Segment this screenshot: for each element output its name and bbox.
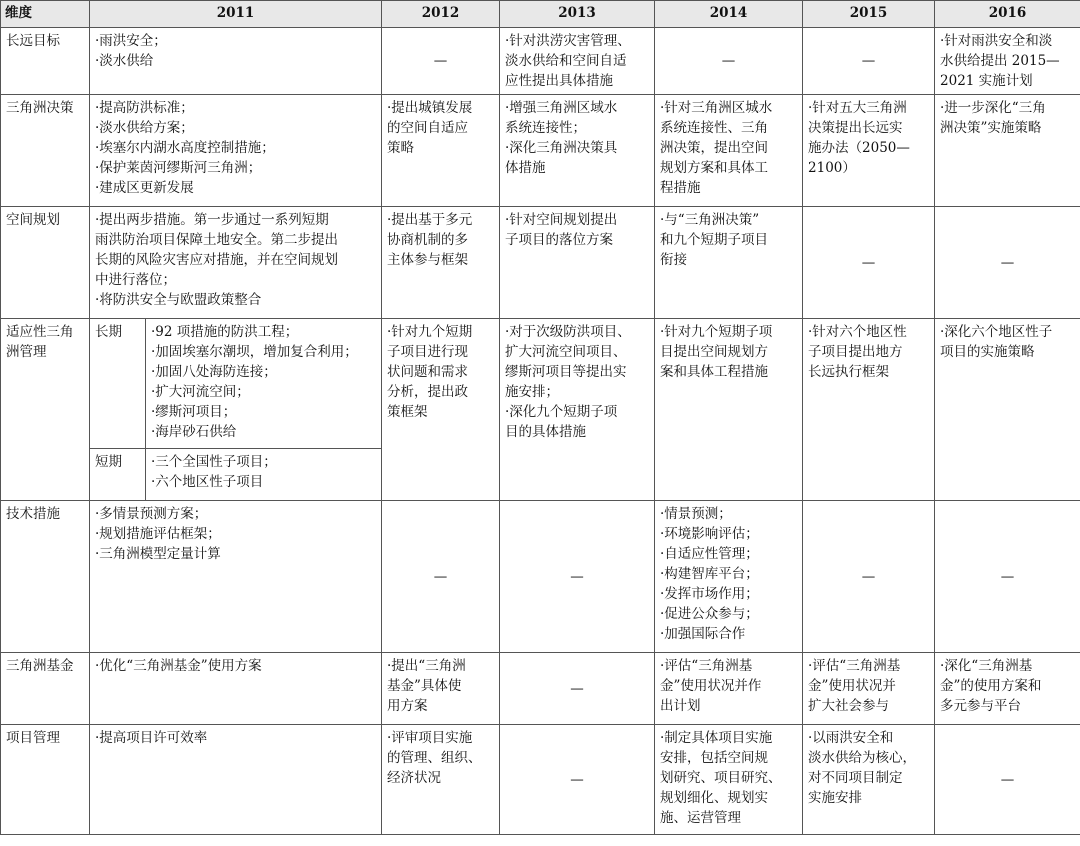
cell-text-line: 施、运营管理 [660,810,742,826]
cell-text-line: 应性提出具体措施 [505,73,614,89]
cell-text-line: ·深化九个短期子项 [505,404,618,420]
cell-2016 [935,28,1080,95]
row-label: 项目管理 [1,725,90,835]
cell-2011 [90,207,382,319]
cell-text-line: ·缪斯河项目； [151,404,237,420]
cell-text-line: 经济状况 [387,770,442,786]
cell-text-line: ·多情景预测方案； [95,506,208,522]
cell-text-line: 目的具体措施 [505,424,587,440]
cell-text-line: 安排，包括空间规 [660,750,769,766]
cell-text-line: ·针对九个短期子项 [660,324,773,340]
cell-text-line: ·将防洪安全与欧盟政策整合 [95,292,262,308]
cell-2015-empty: — [803,207,935,319]
cell-2013 [500,95,655,207]
cell-text-line: ·构建智库平台； [660,566,759,582]
cell-text-line: 2021 实施计划 [940,73,1033,89]
cell-text-line: ·雨洪安全； [95,33,167,49]
cell-2013 [500,207,655,319]
cell-text-line: ·深化三角洲决策具 [505,140,618,156]
header-year-2013: 2013 [500,1,655,28]
cell-text-line: 项目的实施策略 [940,344,1035,360]
row-project-management [1,725,1080,835]
cell-text-line: ·针对六个地区性 [808,324,907,340]
cell-text-line: ·海岸砂石供给 [151,424,237,440]
cell-text-line: 子项目的落位方案 [505,232,614,248]
cell-2015 [803,653,935,725]
cell-text-line: 策略 [387,140,415,156]
cell-text-line: ·淡水供给 [95,53,154,69]
cell-text-line: 适应性三角 [6,324,74,340]
cell-text-line: ·深化“三角洲基 [940,658,1033,674]
cell-text-line: ·埃塞尔内湖水高度控制措施； [95,140,275,156]
cell-text-line: 程措施 [660,180,701,196]
header-year-2012: 2012 [382,1,500,28]
sub-label-short-term: 短期 [90,449,146,501]
cell-2013-empty: — [500,725,655,835]
cell-text-line: ·提出城镇发展 [387,100,473,116]
cell-2013 [500,319,655,501]
cell-text-line: ·加固八处海防连接； [151,364,277,380]
cell-text-line: 洲决策，提出空间 [660,140,769,156]
cell-2016-empty: — [935,207,1080,319]
cell-2014 [655,501,803,653]
cell-text-line: ·提出“三角洲 [387,658,466,674]
row-technical-measures [1,501,1080,653]
cell-text-line: 施办法（2050— [808,140,910,156]
header-row [1,1,1080,28]
cell-text-line: 水供给提出 2015— [940,53,1060,69]
row-label: 技术措施 [1,501,90,653]
cell-2012-empty: — [382,501,500,653]
cell-text-line: 扩大河流空间项目、 [505,344,627,360]
cell-text-line: ·针对雨洪安全和淡 [940,33,1053,49]
cell-text-line: ·增强三角洲区域水 [505,100,618,116]
cell-2011 [90,725,382,835]
cell-text-line: 长期的风险灾害应对措施，并在空间规划 [95,252,338,268]
cell-2011-long-term [146,319,382,449]
cell-text-line: 系统连接性； [505,120,587,136]
row-adaptive-management-long [1,319,1080,449]
cell-text-line: ·评审项目实施 [387,730,473,746]
cell-text-line: 衔接 [660,252,688,268]
cell-text-line: ·以雨洪安全和 [808,730,894,746]
cell-text-line: ·提出两步措施。第一步通过一系列短期 [95,212,329,228]
cell-text-line: ·提出基于多元 [387,212,473,228]
cell-text-line: 分析，提出政 [387,384,469,400]
cell-text-line: 协商机制的多 [387,232,469,248]
sub-label-long-term: 长期 [90,319,146,449]
cell-text-line: 策框架 [387,404,428,420]
cell-2012-empty: — [382,28,500,95]
cell-2011 [90,501,382,653]
cell-text-line: 出计划 [660,698,701,714]
cell-text-line: ·评估“三角洲基 [660,658,753,674]
cell-2013 [500,28,655,95]
cell-text-line: ·提高项目许可效率 [95,730,208,746]
cell-text-line: 中进行落位； [95,272,176,288]
cell-text-line: 淡水供给和空间自适 [505,53,627,69]
row-longterm-goal [1,28,1080,95]
cell-text-line: ·92 项措施的防洪工程； [151,324,299,340]
cell-text-line: 缪斯河项目等提出实 [505,364,627,380]
cell-2014 [655,725,803,835]
cell-text-line: 长远执行框架 [808,364,890,380]
cell-text-line: 金”使用状况并 [808,678,896,694]
cell-2011 [90,653,382,725]
cell-2012 [382,725,500,835]
cell-text-line: ·针对洪涝灾害管理、 [505,33,631,49]
row-spatial-planning [1,207,1080,319]
cell-text-line: 规划方案和具体工 [660,160,769,176]
cell-2016 [935,319,1080,501]
cell-text-line: 决策提出长远实 [808,120,903,136]
cell-text-line: ·环境影响评估； [660,526,759,542]
cell-text-line: ·建成区更新发展 [95,180,194,196]
row-delta-fund [1,653,1080,725]
cell-2016 [935,95,1080,207]
cell-text-line: 施安排； [505,384,560,400]
cell-text-line: 的空间自适应 [387,120,469,136]
cell-text-line: ·针对五大三角洲 [808,100,907,116]
cell-2013-empty: — [500,501,655,653]
cell-text-line: ·规划措施评估框架； [95,526,221,542]
cell-text-line: ·三角洲模型定量计算 [95,546,221,562]
cell-text-line: 实施安排 [808,790,863,806]
cell-2012 [382,207,500,319]
cell-2014-empty: — [655,28,803,95]
cell-2014 [655,207,803,319]
header-dimension: 维度 [1,1,90,28]
cell-text-line: 洲决策”实施策略 [940,120,1042,136]
cell-text-line: 和九个短期子项目 [660,232,769,248]
row-label: 空间规划 [1,207,90,319]
cell-text-line: 雨洪防治项目保障土地安全。第二步提出 [95,232,338,248]
cell-2012 [382,95,500,207]
cell-text-line: ·进一步深化“三角 [940,100,1046,116]
cell-2015 [803,319,935,501]
cell-text-line: ·深化六个地区性子 [940,324,1053,340]
cell-2016-empty: — [935,501,1080,653]
row-label [1,319,90,501]
cell-text-line: ·制定具体项目实施 [660,730,773,746]
cell-text-line: 目提出空间规划方 [660,344,769,360]
cell-text-line: ·淡水供给方案； [95,120,194,136]
cell-text-line: 体措施 [505,160,546,176]
cell-text-line: ·与“三角洲决策” [660,212,760,228]
cell-text-line: 洲管理 [6,344,47,360]
cell-text-line: 规划细化、规划实 [660,790,769,806]
row-label: 三角洲决策 [1,95,90,207]
cell-text-line: 子项目进行现 [387,344,469,360]
cell-text-line: ·扩大河流空间； [151,384,250,400]
cell-text-line: ·对于次级防洪项目、 [505,324,631,340]
cell-2011-short-term [146,449,382,501]
cell-2014 [655,319,803,501]
cell-text-line: 金”的使用方案和 [940,678,1042,694]
header-year-2016: 2016 [935,1,1080,28]
cell-text-line: ·加强国际合作 [660,626,746,642]
cell-2015-empty: — [803,501,935,653]
cell-text-line: 扩大社会参与 [808,698,890,714]
cell-text-line: 用方案 [387,698,428,714]
cell-text-line: ·针对三角洲区城水 [660,100,773,116]
cell-text-line: ·自适应性管理； [660,546,759,562]
cell-text-line: ·促进公众参与； [660,606,759,622]
cell-text-line: ·优化“三角洲基金”使用方案 [95,658,262,674]
cell-text-line: ·情景预测； [660,506,732,522]
cell-2015-empty: — [803,28,935,95]
cell-2015 [803,95,935,207]
cell-text-line: 状问题和需求 [387,364,469,380]
cell-text-line: 基金”具体使 [387,678,462,694]
row-label: 三角洲基金 [1,653,90,725]
cell-2014 [655,95,803,207]
cell-text-line: ·发挥市场作用； [660,586,759,602]
cell-2014 [655,653,803,725]
cell-text-line: ·提高防洪标准； [95,100,194,116]
cell-text-line: ·三个全国性子项目； [151,454,277,470]
cell-2016-empty: — [935,725,1080,835]
row-label: 长远目标 [1,28,90,95]
cell-text-line: 淡水供给为核心， [808,750,917,766]
cell-text-line: 多元参与平台 [940,698,1022,714]
header-year-2015: 2015 [803,1,935,28]
cell-2012 [382,653,500,725]
cell-text-line: 对不同项目制定 [808,770,903,786]
cell-2015 [803,725,935,835]
cell-text-line: ·针对九个短期 [387,324,473,340]
cell-text-line: 子项目提出地方 [808,344,903,360]
cell-text-line: ·评估“三角洲基 [808,658,901,674]
cell-text-line: 主体参与框架 [387,252,469,268]
cell-text-line: 划研究、项目研究、 [660,770,782,786]
cell-text-line: 系统连接性、三角 [660,120,769,136]
cell-text-line: ·六个地区性子项目 [151,474,264,490]
cell-text-line: 金”使用状况并作 [660,678,762,694]
row-delta-decision [1,95,1080,207]
header-year-2014: 2014 [655,1,803,28]
cell-2011 [90,28,382,95]
cell-text-line: ·针对空间规划提出 [505,212,618,228]
cell-2013-empty: — [500,653,655,725]
cell-text-line: 2100） [808,160,856,176]
cell-text-line: 案和具体工程措施 [660,364,769,380]
cell-text-line: ·保护莱茵河缪斯河三角洲； [95,160,262,176]
cell-text-line: ·加固埃塞尔潮坝，增加复合利用； [151,344,358,360]
cell-2012 [382,319,500,501]
cell-text-line: 的管理、组织、 [387,750,482,766]
header-year-2011: 2011 [90,1,382,28]
cell-2011 [90,95,382,207]
cell-2016 [935,653,1080,725]
